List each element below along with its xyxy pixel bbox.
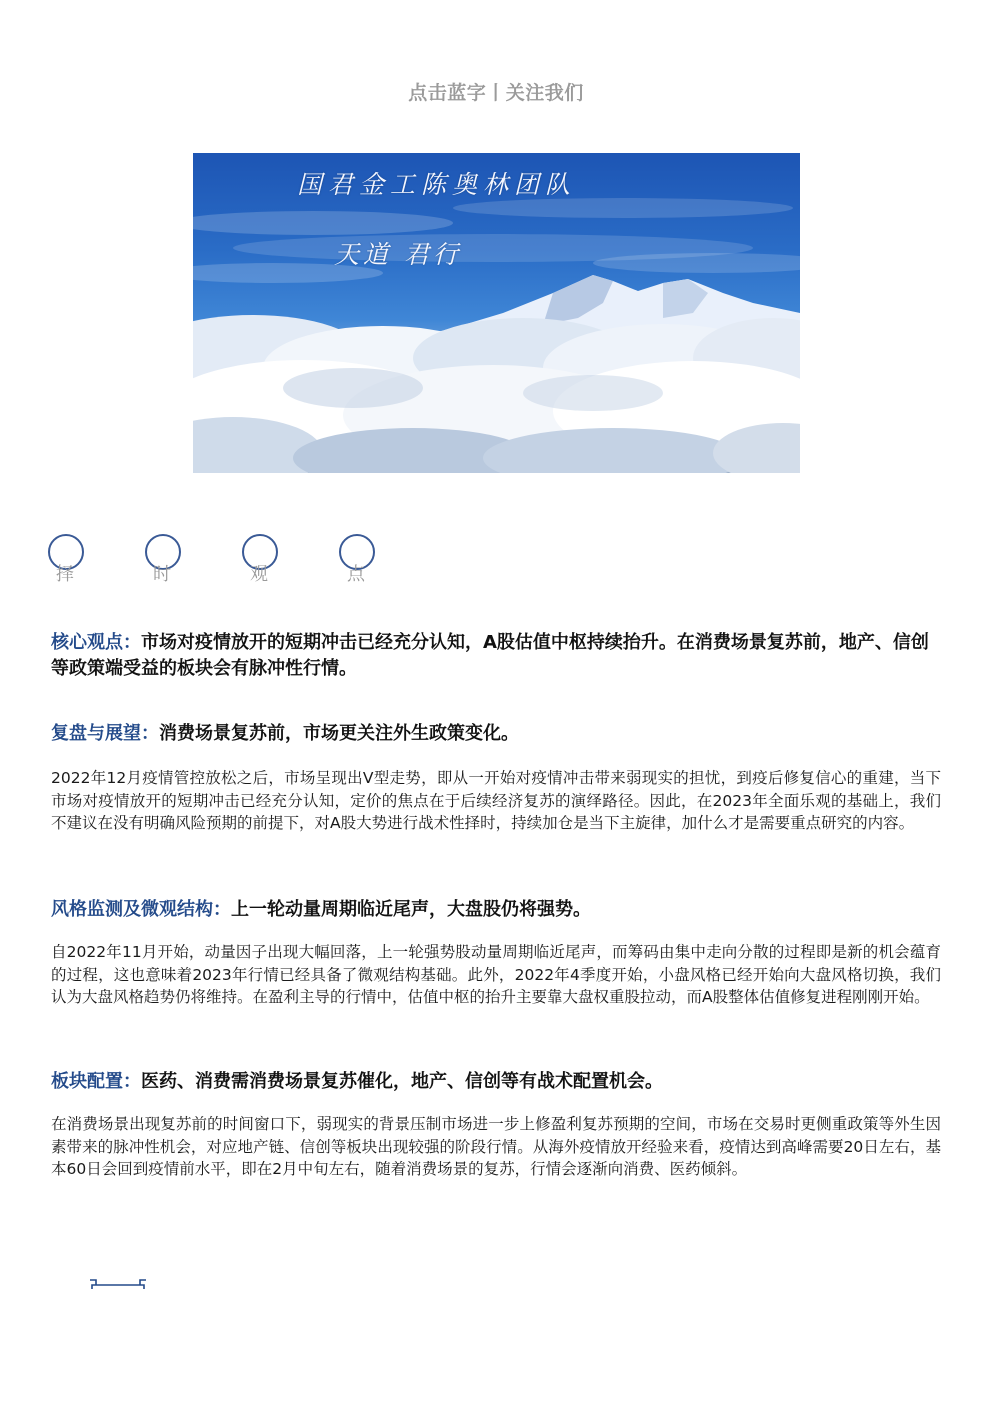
tab-dian[interactable]	[339, 534, 375, 585]
hero-image	[193, 153, 800, 473]
core-view	[51, 630, 931, 682]
tab-label: 择	[56, 564, 74, 585]
tab-label: 观	[250, 564, 268, 585]
core-view-text: 市场对疫情放开的短期冲击已经充分认知，A股估值中枢持续抬升。在消费场景复苏前，地产、信创等政策端受益的板块会有脉冲性行情。	[51, 632, 929, 679]
section-body-style: 自2022年11月开始，动量因子出现大幅回落，上一轮强势股动量周期临近尾声，而筹码由集中走向分散的过程即是新的机会蕴育的过程，这也意味着2023年行情已经具备了微观结构基础。此外，2022年4季度开始，小盘风格已经开始向大盘风格切换，我们认为大盘风格趋势仍将维持。在盈利主导的行情中，估值中枢的抬升主要靠大盘权重股拉动，而A股整体估值修复进程刚刚开始。	[51, 943, 941, 1006]
section-label: 复盘与展望：	[51, 723, 159, 744]
core-view-label: 核心观点：	[51, 632, 141, 653]
banner-subtitle: 天道 君行	[334, 240, 462, 269]
tab-guan[interactable]	[242, 534, 278, 585]
section-label: 风格监测及微观结构：	[51, 899, 231, 920]
tab-shi[interactable]	[145, 534, 181, 585]
section-headline: 消费场景复苏前，市场更关注外生政策变化。	[159, 723, 519, 744]
tab-ze[interactable]	[48, 534, 84, 585]
banner-title: 国君金工陈奥林团队	[297, 170, 577, 199]
section-heading-review	[51, 721, 931, 747]
section-body-sector: 在消费场景出现复苏前的时间窗口下，弱现实的背景压制市场进一步上修盈利复苏预期的空间，市场在交易时更侧重政策等外生因素带来的脉冲性机会，对应地产链、信创等板块出现较强的阶段行情。从海外疫情放开经验来看，疫情达到高峰需要20日左右，基本60日会回到疫情前水平，即在2月中旬左右，随着消费场景的复苏，行情会逐渐向消费、医药倾斜。	[51, 1115, 941, 1178]
divider-ornament-icon	[88, 1276, 148, 1296]
sky-mountain-illustration	[193, 153, 800, 473]
section-headline: 医药、消费需消费场景复苏催化，地产、信创等有战术配置机会。	[141, 1071, 663, 1092]
follow-us-banner[interactable]: 点击蓝字丨关注我们	[408, 82, 584, 104]
section-body-review: 2022年12月疫情管控放松之后，市场呈现出V型走势，即从一开始对疫情冲击带来弱现实的担忧，到疫后修复信心的重建，当下市场对疫情放开的短期冲击已经充分认知，定价的焦点在于后续经济复苏的演绎路径。因此，在2023年全面乐观的基础上，我们不建议在没有明确风险预期的前提下，对A股大势进行战术性择时，持续加仓是当下主旋律，加什么才是需要重点研究的内容。	[51, 769, 941, 832]
section-label: 板块配置：	[51, 1071, 141, 1092]
section-heading-style	[51, 897, 931, 923]
tab-label: 点	[347, 564, 365, 585]
section-headline: 上一轮动量周期临近尾声，大盘股仍将强势。	[231, 899, 591, 920]
section-heading-sector	[51, 1069, 931, 1095]
tab-label: 时	[153, 564, 171, 585]
